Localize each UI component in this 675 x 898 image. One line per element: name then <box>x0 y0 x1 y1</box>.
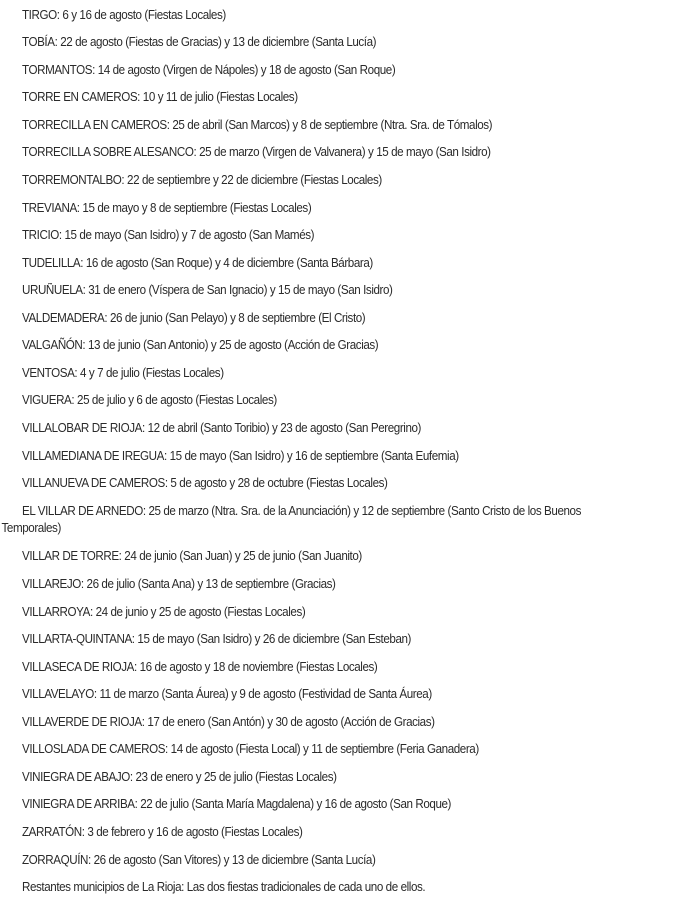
list-item: VILLOSLADA DE CAMEROS: 14 de agosto (Fiesta Local) y 11 de septiembre (Feria Ganadera) <box>22 742 479 756</box>
list-item: TUDELILLA: 16 de agosto (San Roque) y 4 de diciembre (Santa Bárbara) <box>22 256 373 270</box>
list-item: URUÑUELA: 31 de enero (Víspera de San Ignacio) y 15 de mayo (San Isidro) <box>22 283 393 297</box>
list-item: TREVIANA: 15 de mayo y 8 de septiembre (Fiestas Locales) <box>22 201 312 215</box>
list-item-line1: EL VILLAR DE ARNEDO: 25 de marzo (Ntra. Sra. de la Anunciación) y 12 de septiembre (Santo Cristo de los Buenos <box>22 504 581 518</box>
list-item: VILLARROYA: 24 de junio y 25 de agosto (Fiestas Locales) <box>22 605 306 619</box>
list-item: TORMANTOS: 14 de agosto (Virgen de Nápoles) y 18 de agosto (San Roque) <box>22 63 396 77</box>
list-item: TOBÍA: 22 de agosto (Fiestas de Gracias) y 13 de diciembre (Santa Lucía) <box>22 35 377 49</box>
list-item: VIGUERA: 25 de julio y 6 de agosto (Fiestas Locales) <box>22 393 277 407</box>
list-item: VALDEMADERA: 26 de junio (San Pelayo) y 8 de septiembre (El Cristo) <box>22 311 366 325</box>
list-item: VILLAREJO: 26 de julio (Santa Ana) y 13 de septiembre (Gracias) <box>22 577 336 591</box>
list-item: VILLALOBAR DE RIOJA: 12 de abril (Santo Toribio) y 23 de agosto (San Peregrino) <box>22 421 422 435</box>
list-item: TORREMONTALBO: 22 de septiembre y 22 de diciembre (Fiestas Locales) <box>22 173 382 187</box>
list-item: TORRECILLA SOBRE ALESANCO: 25 de marzo (Virgen de Valvanera) y 15 de mayo (San Isidro) <box>22 145 491 159</box>
list-item: VINIEGRA DE ABAJO: 23 de enero y 25 de julio (Fiestas Locales) <box>22 770 337 784</box>
list-item: VENTOSA: 4 y 7 de julio (Fiestas Locales) <box>22 366 224 380</box>
list-item-wrapped <box>1 503 627 537</box>
list-item: TRICIO: 15 de mayo (San Isidro) y 7 de agosto (San Mamés) <box>22 228 315 242</box>
list-item: VALGAÑÓN: 13 de junio (San Antonio) y 25 de agosto (Acción de Gracias) <box>22 338 379 352</box>
list-item: TORRECILLA EN CAMEROS: 25 de abril (San Marcos) y 8 de septiembre (Ntra. Sra. de Tómalos) <box>22 118 493 132</box>
list-item-line2: Temporales) <box>1 521 61 535</box>
list-item: TIRGO: 6 y 16 de agosto (Fiestas Locales) <box>22 8 226 22</box>
list-item-footer-note: Restantes municipios de La Rioja: Las dos fiestas tradicionales de cada uno de ellos. <box>22 880 426 894</box>
list-item: VINIEGRA DE ARRIBA: 22 de julio (Santa María Magdalena) y 16 de agosto (San Roque) <box>22 797 452 811</box>
list-item: VILLAR DE TORRE: 24 de junio (San Juan) y 25 de junio (San Juanito) <box>22 549 362 563</box>
list-item: VILLAVERDE DE RIOJA: 17 de enero (San Antón) y 30 de agosto (Acción de Gracias) <box>22 715 435 729</box>
list-item: VILLANUEVA DE CAMEROS: 5 de agosto y 28 de octubre (Fiestas Locales) <box>22 476 388 490</box>
list-item: ZORRAQUÍN: 26 de agosto (San Vitores) y 13 de diciembre (Santa Lucía) <box>22 853 376 867</box>
list-item: TORRE EN CAMEROS: 10 y 11 de julio (Fiestas Locales) <box>22 90 298 104</box>
list-item: VILLAMEDIANA DE IREGUA: 15 de mayo (San Isidro) y 16 de septiembre (Santa Eufemia) <box>22 449 459 463</box>
list-item: VILLAVELAYO: 11 de marzo (Santa Áurea) y 9 de agosto (Festividad de Santa Áurea) <box>22 687 432 701</box>
list-item: VILLASECA DE RIOJA: 16 de agosto y 18 de noviembre (Fiestas Locales) <box>22 660 378 674</box>
list-item: VILLARTA-QUINTANA: 15 de mayo (San Isidro) y 26 de diciembre (San Esteban) <box>22 632 412 646</box>
list-item: ZARRATÓN: 3 de febrero y 16 de agosto (Fiestas Locales) <box>22 825 303 839</box>
